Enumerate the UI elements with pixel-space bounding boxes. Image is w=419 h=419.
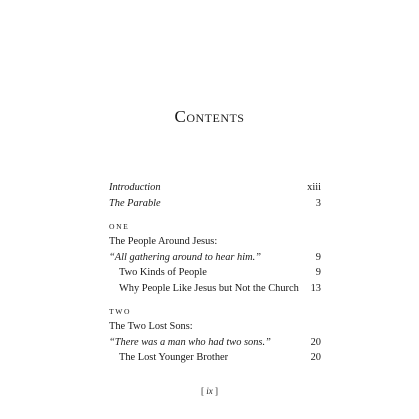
part-subheading-page: 20 — [310, 336, 321, 348]
part-number-one — [109, 220, 321, 234]
part-number: TWO — [109, 307, 132, 316]
folio-bracket-close: ] — [215, 386, 218, 396]
chapter-page: 9 — [315, 267, 321, 278]
page-folio — [0, 386, 419, 396]
part-subheading: “There was a man who had two sons.” — [109, 336, 271, 348]
part-heading-one — [109, 234, 321, 250]
toc-chapter — [109, 281, 321, 297]
toc-entry-label: Introduction — [109, 182, 161, 193]
toc-entry-page: xiii — [307, 182, 321, 193]
chapter-page: 20 — [310, 352, 321, 363]
folio-bracket-open: [ — [201, 386, 204, 396]
part-subheading-page: 9 — [315, 251, 321, 263]
part-heading: The Two Lost Sons: — [109, 321, 193, 332]
toc-entry-page: 3 — [315, 197, 321, 209]
part-subheading-one — [109, 250, 321, 266]
folio-number: ix — [206, 386, 213, 396]
part-number: ONE — [109, 222, 130, 231]
chapter-label: The Lost Younger Brother — [119, 352, 229, 363]
chapter-label: Why People Like Jesus but Not the Church — [119, 282, 299, 294]
toc-entry-introduction — [109, 180, 321, 196]
part-number-two — [109, 305, 321, 319]
toc-entry-parable — [109, 196, 321, 212]
table-of-contents — [109, 180, 321, 366]
toc-chapter — [109, 265, 321, 281]
part-heading-two — [109, 319, 321, 335]
part-subheading: “All gathering around to hear him.” — [109, 251, 262, 263]
part-subheading-two — [109, 335, 321, 351]
part-heading: The People Around Jesus: — [109, 236, 218, 247]
chapter-page: 13 — [310, 282, 321, 294]
page-title: Contents — [174, 107, 245, 126]
toc-entry-label: The Parable — [109, 197, 161, 209]
chapter-label: Two Kinds of People — [119, 267, 207, 278]
toc-chapter — [109, 350, 321, 366]
